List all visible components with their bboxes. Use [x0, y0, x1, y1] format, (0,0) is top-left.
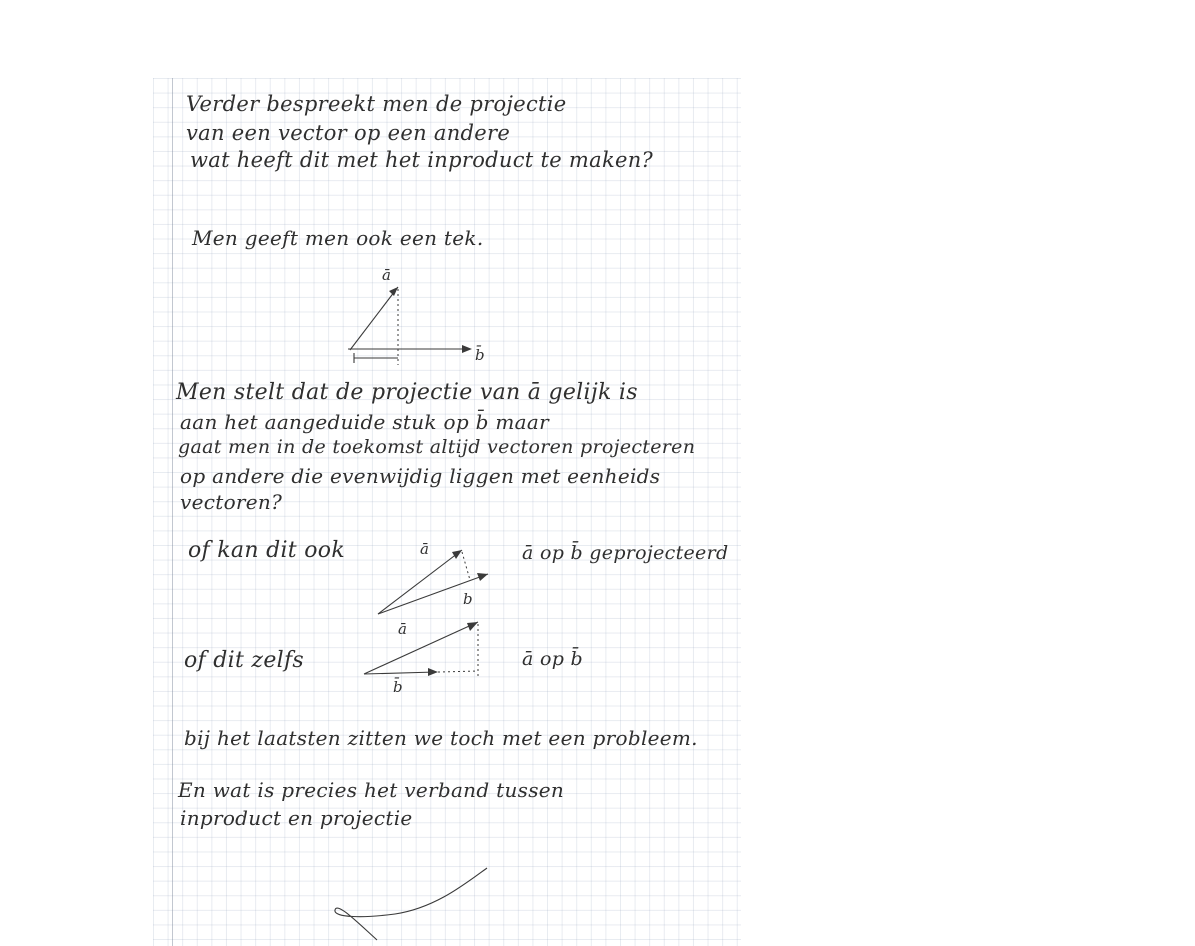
projection-drop-line	[462, 552, 470, 580]
vector-b-arrowhead	[428, 668, 438, 676]
fig2-side-note: ā op b̄ geprojecteerd	[522, 542, 729, 564]
vector-b-line	[364, 672, 436, 674]
text-line-1: Verder bespreekt men de projectie	[186, 92, 567, 116]
fig1-label-b: b̄	[475, 346, 485, 364]
text-line-9: bij het laatsten zitten we toch met een probleem.	[184, 726, 698, 750]
vector-a-arrowhead	[452, 550, 462, 559]
text-line-figure-intro: Men geeft men ook een tek.	[192, 226, 484, 250]
text-line-3: wat heeft dit met het inproduct te maken?	[190, 148, 654, 172]
fig3-label-a: ā	[398, 620, 407, 638]
fig3-side-note: ā op b̄	[522, 648, 583, 670]
vector-a-line	[350, 287, 398, 350]
vector-a-arrowhead	[467, 622, 478, 631]
fig2-caption: of kan dit ook	[188, 538, 345, 563]
fig2-label-a: ā	[420, 540, 429, 558]
flourish-stroke	[335, 868, 487, 940]
text-line-10: En wat is precies het verband tussen	[178, 778, 565, 802]
fig3-caption: of dit zelfs	[184, 648, 305, 673]
fig1-label-a: ā	[382, 266, 391, 284]
fig3-label-b: b̄	[393, 678, 403, 696]
vector-a-arrowhead	[389, 287, 398, 296]
vector-a-line	[364, 622, 478, 674]
text-line-11: inproduct en projectie	[180, 806, 413, 830]
page-margin-line	[172, 78, 173, 946]
vector-b-extension	[438, 671, 478, 672]
closing-flourish	[325, 864, 495, 946]
text-line-2: van een vector op een andere	[186, 121, 511, 145]
vector-a-line	[378, 550, 462, 614]
projection-figure-3	[358, 614, 488, 694]
projection-figure-2	[370, 540, 500, 620]
text-line-8: vectoren?	[180, 490, 283, 514]
vector-b-arrowhead	[477, 573, 488, 581]
fig2-label-b: b	[463, 590, 473, 608]
text-line-4: Men stelt dat de projectie van ā gelijk is	[176, 380, 638, 405]
text-line-6: gaat men in de toekomst altijd vectoren projecteren	[178, 436, 696, 458]
text-line-7: op andere die evenwijdig liggen met eenheids	[180, 464, 661, 488]
vector-b-arrowhead	[462, 345, 472, 353]
text-line-5: aan het aangeduide stuk op b̄ maar	[180, 410, 549, 434]
